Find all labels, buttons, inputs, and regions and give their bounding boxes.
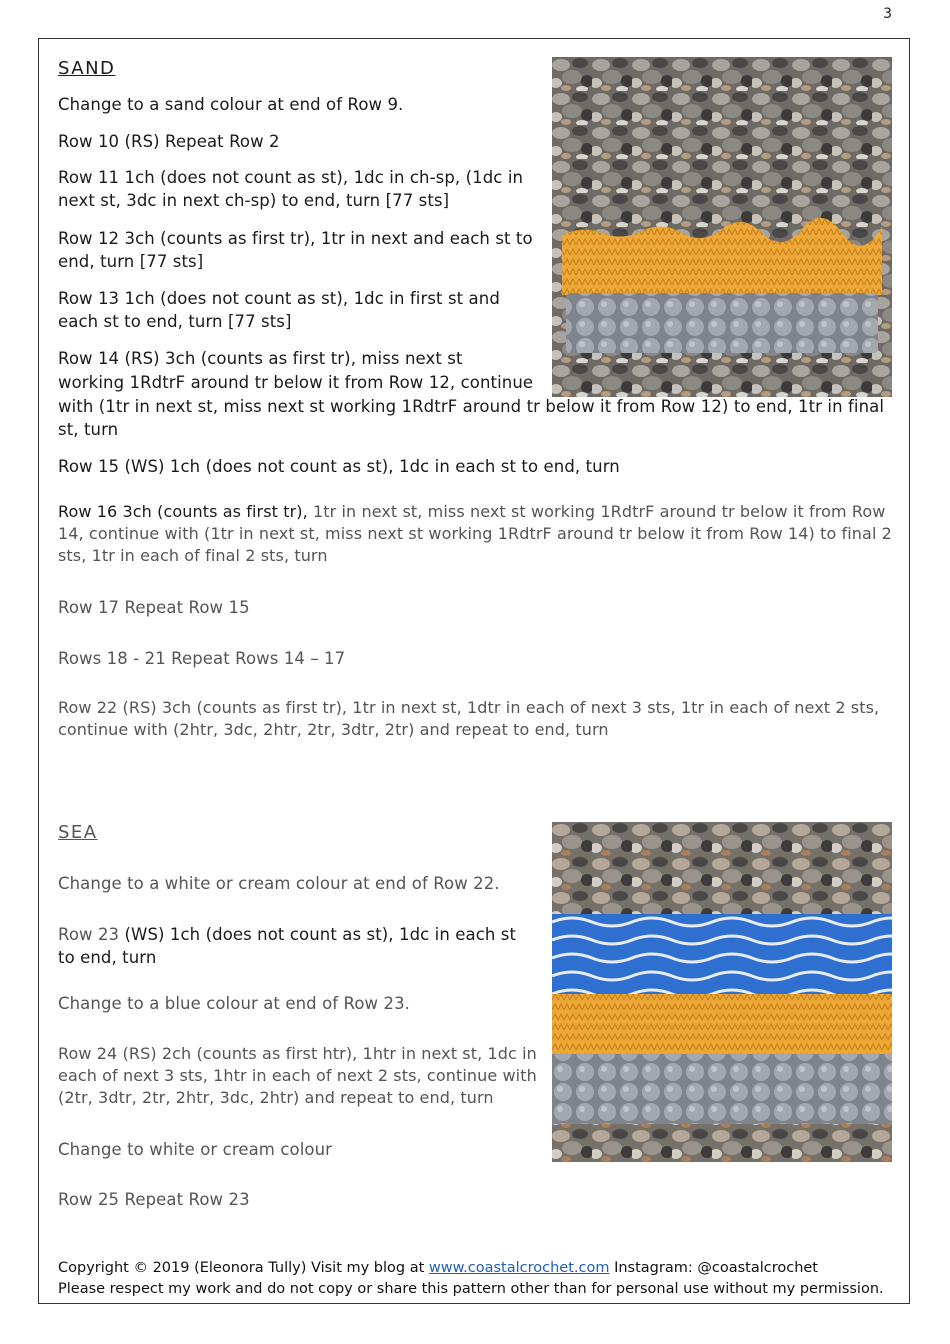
sand-paragraph-4: Row 12 3ch (counts as first tr), 1tr in next and each st to end, turn [77 sts] bbox=[58, 229, 533, 271]
sand-yarn-band-2 bbox=[552, 994, 892, 1054]
sand-paragraph-6b: working 1RdtrF around tr below it from Row 12, continue bbox=[58, 373, 534, 392]
grey-bobble-band bbox=[566, 293, 878, 353]
sea-paragraph-5: Change to white or cream colour bbox=[58, 1140, 333, 1159]
sea-photo bbox=[552, 822, 892, 1162]
copyright-line bbox=[58, 1258, 884, 1279]
sea-heading: SEA bbox=[58, 822, 98, 843]
sand-paragraph-9: Row 17 Repeat Row 15 bbox=[58, 598, 250, 617]
sand-paragraph-2: Row 10 (RS) Repeat Row 2 bbox=[58, 132, 280, 151]
sand-photo bbox=[552, 57, 892, 397]
copyright-text: Copyright © 2019 (Eleonora Tully) Visit my blog at bbox=[58, 1260, 429, 1276]
row-23-lead: Row 23 bbox=[58, 925, 120, 944]
sand-paragraph-3: Row 11 1ch (does not count as st), 1dc in ch-sp, (1dc in next st, 3dc in next ch-sp) to end, turn [77 sts] bbox=[58, 168, 524, 210]
sand-paragraph-7: Row 15 (WS) 1ch (does not count as st), 1dc in each st to end, turn bbox=[58, 457, 620, 476]
row-16-lead: Row 16 3ch (counts as first tr), bbox=[58, 502, 308, 521]
sand-paragraph-6a: Row 14 (RS) 3ch (counts as first tr), miss next st bbox=[58, 349, 463, 368]
row-16-rest: 1tr in next st, miss next st working 1RdtrF around tr below it from Row 14, continue with (1tr in next st, miss next st working 1RdtrF around tr below it from Row 14) to final 2 sts, 1tr in each of final 2 sts, turn bbox=[58, 502, 892, 565]
footer bbox=[58, 1258, 884, 1300]
page-number: 3 bbox=[883, 6, 892, 22]
sand-paragraph-11: Row 22 (RS) 3ch (counts as first tr), 1tr in next st, 1dtr in each of next 3 sts, 1tr in each of next 2 sts, continue with (2htr, 3dc, 2htr, 2tr, 3dtr, 2tr) and repeat to end, turn bbox=[58, 698, 880, 739]
sea-paragraph-4: Row 24 (RS) 2ch (counts as first htr), 1htr in next st, 1dc in each of next 3 sts, 1htr in each of next 2 sts, continue with (2tr, 3dtr, 2tr, 2htr, 3dc, 2htr) and repeat to end, turn bbox=[58, 1044, 537, 1107]
sand-paragraph-8 bbox=[58, 501, 893, 567]
sea-paragraph-2 bbox=[58, 923, 538, 969]
sand-paragraph-1: Change to a sand colour at end of Row 9. bbox=[58, 95, 404, 114]
row-23-rest: (WS) 1ch (does not count as st), 1dc in each st to end, turn bbox=[58, 925, 517, 967]
sea-paragraph-6: Row 25 Repeat Row 23 bbox=[58, 1190, 250, 1209]
grey-bobble-band-2 bbox=[552, 1054, 892, 1124]
sand-paragraph-6c: with (1tr in next st, miss next st working 1RdtrF around tr below it from Row 12) to end, 1tr in final st, turn bbox=[58, 397, 885, 439]
sea-photo-svg bbox=[552, 822, 892, 1162]
sand-paragraph-10: Rows 18 - 21 Repeat Rows 14 – 17 bbox=[58, 649, 346, 668]
blog-link[interactable]: www.coastalcrochet.com bbox=[428, 1260, 610, 1276]
sand-photo-svg bbox=[552, 57, 892, 397]
sea-paragraph-1: Change to a white or cream colour at end of Row 22. bbox=[58, 874, 500, 893]
sand-paragraph-5: Row 13 1ch (does not count as st), 1dc in first st and each st to end, turn [77 sts] bbox=[58, 289, 500, 331]
sea-paragraph-3: Change to a blue colour at end of Row 23. bbox=[58, 994, 411, 1013]
instagram-text: Instagram: @coastalcrochet bbox=[609, 1260, 818, 1276]
sand-heading: SAND bbox=[58, 58, 116, 79]
permission-line: Please respect my work and do not copy or share this pattern other than for personal use without my permission. bbox=[58, 1281, 884, 1297]
